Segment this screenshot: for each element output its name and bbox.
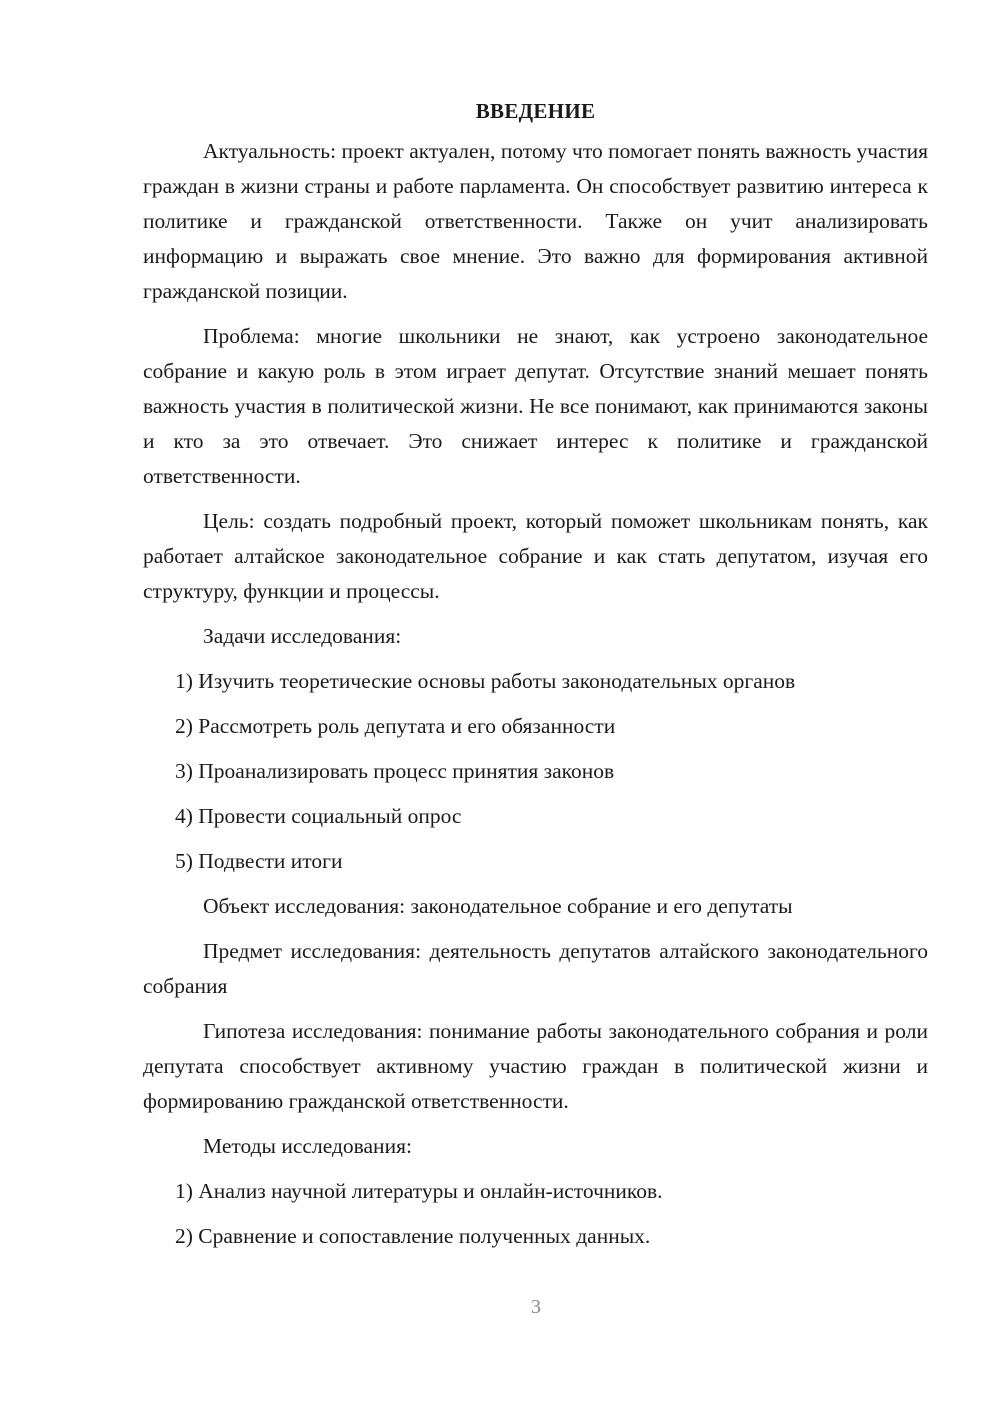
goal-paragraph: Цель: создать подробный проект, который поможет школьникам понять, как работает алтайское законодательное собрание и как стать депутатом, изучая его структуру, функции и процессы. <box>143 509 928 603</box>
page-content <box>143 94 928 1264</box>
problem-paragraph: Проблема: многие школьники не знают, как устроено законодательное собрание и какую роль в этом играет депутат. Отсутствие знаний мешает понять важность участия в политической жизни. Не все понимают, как принимаются законы и кто за это отвечает. Это снижает интерес к политике и гражданской ответственности. <box>143 324 928 488</box>
method-item-1: 1) Анализ научной литературы и онлайн-источников. <box>175 1179 663 1203</box>
task-item-5: 5) Подвести итоги <box>175 849 343 873</box>
hypothesis-paragraph: Гипотеза исследования: понимание работы законодательного собрания и роли депутата способствует активному участию граждан в политической жизни и формированию гражданской ответственности. <box>143 1019 928 1113</box>
task-item-4: 4) Провести социальный опрос <box>175 804 462 828</box>
method-item-2: 2) Сравнение и сопоставление полученных данных. <box>175 1224 651 1248</box>
methods-heading: Методы исследования: <box>203 1134 412 1158</box>
section-title: ВВЕДЕНИЕ <box>475 99 596 123</box>
relevance-paragraph: Актуальность: проект актуален, потому что помогает понять важность участия граждан в жизни страны и работе парламента. Он способствует развитию интереса к политике и гражданской ответственности. Также он учит анализировать информацию и выражать свое мнение. Это важно для формирования активной гражданской позиции. <box>143 139 928 303</box>
object-paragraph: Объект исследования: законодательное собрание и его депутаты <box>203 894 793 918</box>
task-item-1: 1) Изучить теоретические основы работы законодательных органов <box>175 669 796 693</box>
task-item-3: 3) Проанализировать процесс принятия законов <box>175 759 615 783</box>
subject-paragraph: Предмет исследования: деятельность депутатов алтайского законодательного собрания <box>143 939 928 998</box>
tasks-heading: Задачи исследования: <box>203 624 402 648</box>
task-item-2: 2) Рассмотреть роль депутата и его обязанности <box>175 714 616 738</box>
page-number: 3 <box>531 1296 541 1318</box>
